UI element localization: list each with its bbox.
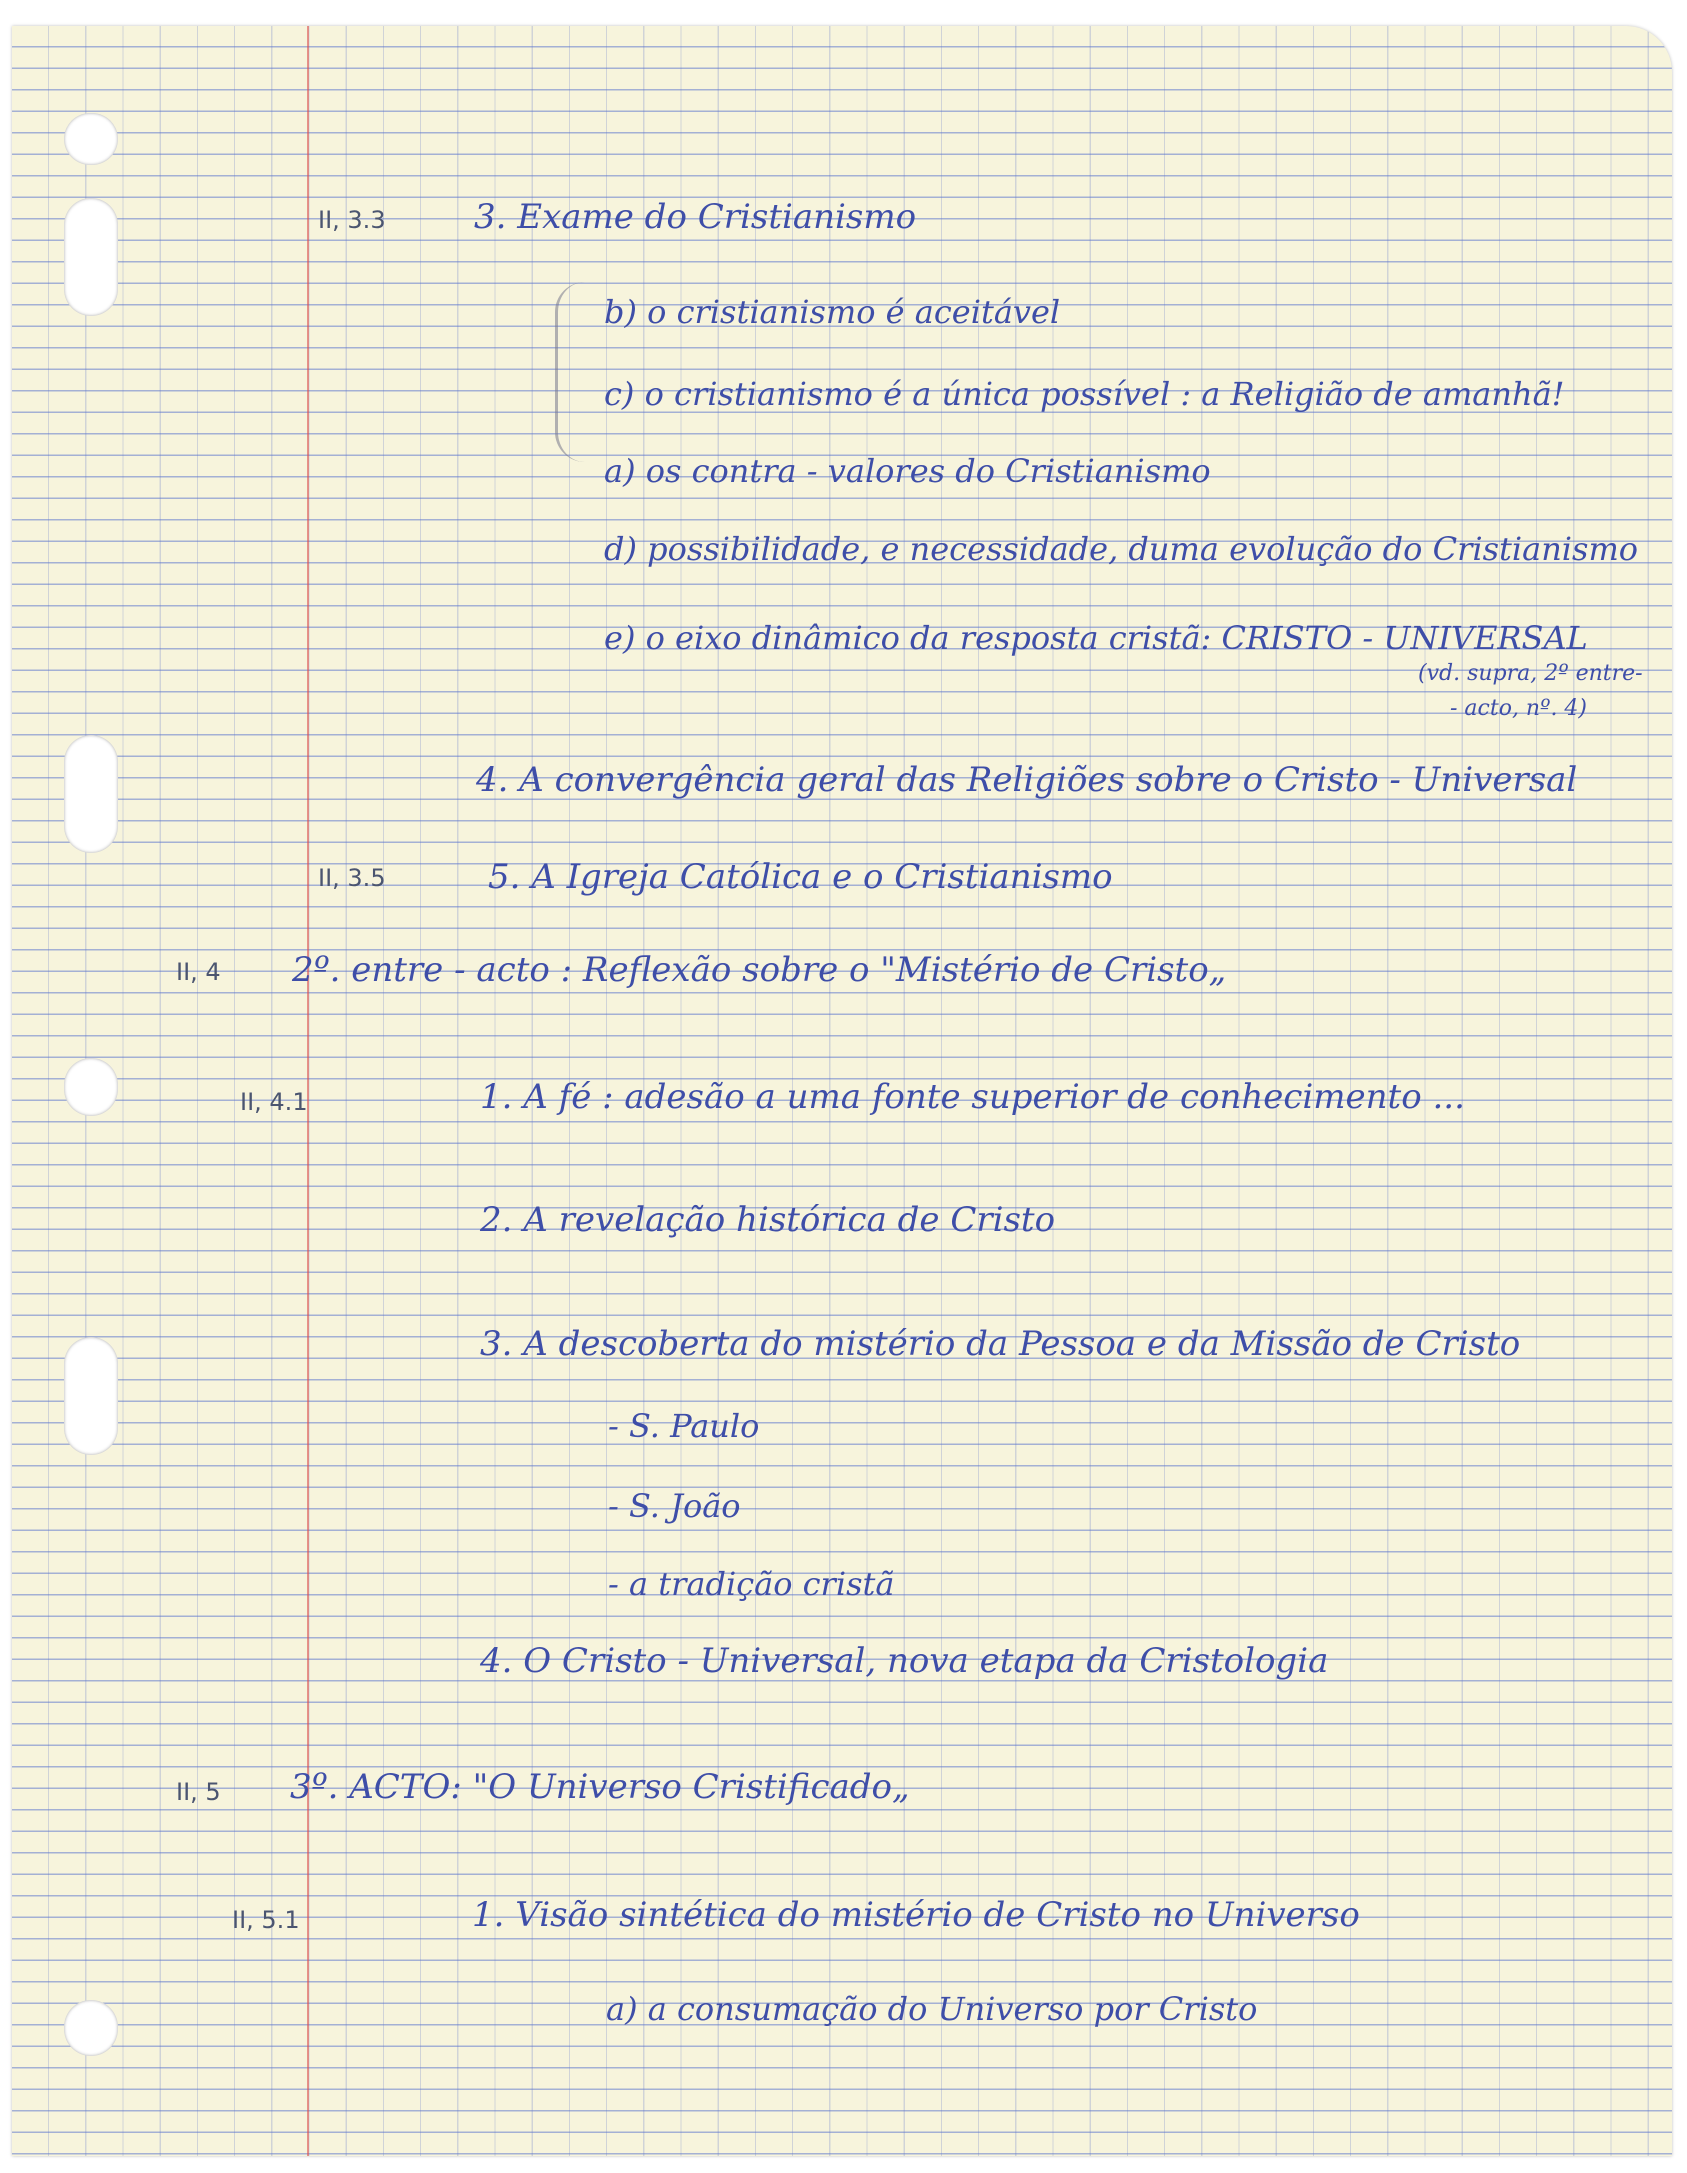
list-item: - a tradição cristã bbox=[608, 1565, 895, 1603]
punch-hole-5 bbox=[64, 1337, 118, 1455]
ref-label: II, 3.5 bbox=[318, 864, 386, 892]
heading-line: 1. Visão sintética do mistério de Cristo no Universo bbox=[472, 1895, 1360, 1935]
heading-line: 1. A fé : adesão a uma fonte superior de conhecimento ... bbox=[480, 1077, 1465, 1117]
section-heading: 3º. ACTO: "O Universo Cristificado„ bbox=[290, 1767, 910, 1807]
heading-line: 3. Exame do Cristianismo bbox=[474, 197, 917, 237]
heading-line: 4. A convergência geral das Religiões sobre o Cristo - Universal bbox=[476, 760, 1578, 800]
punch-hole-4 bbox=[64, 1058, 118, 1116]
list-item: b) o cristianismo é aceitável bbox=[604, 293, 1061, 331]
note-line: - acto, nº. 4) bbox=[1450, 696, 1588, 721]
ref-label: II, 5.1 bbox=[232, 1906, 300, 1934]
ref-label: II, 4.1 bbox=[240, 1088, 308, 1116]
punch-hole-3 bbox=[64, 735, 118, 853]
heading-line: 2. A revelação histórica de Cristo bbox=[480, 1200, 1056, 1240]
punch-hole-2 bbox=[64, 198, 118, 316]
list-item: a) a consumação do Universo por Cristo bbox=[606, 1990, 1258, 2028]
list-item: e) o eixo dinâmico da resposta cristã: CRISTO - UNIVERSAL bbox=[604, 619, 1588, 657]
list-item: a) os contra - valores do Cristianismo bbox=[604, 452, 1211, 490]
section-heading: 2º. entre - acto : Reflexão sobre o "Mistério de Cristo„ bbox=[292, 950, 1227, 990]
list-item: - S. João bbox=[608, 1487, 741, 1525]
ref-label: II, 4 bbox=[176, 958, 221, 986]
list-item: d) possibilidade, e necessidade, duma evolução do Cristianismo bbox=[604, 530, 1639, 568]
heading-line: 3. A descoberta do mistério da Pessoa e da Missão de Cristo bbox=[480, 1324, 1521, 1364]
list-item: - S. Paulo bbox=[608, 1407, 760, 1445]
reorder-bracket bbox=[555, 282, 598, 462]
punch-hole-6 bbox=[64, 2000, 118, 2056]
punch-hole-1 bbox=[64, 113, 118, 165]
list-item: c) o cristianismo é a única possível : a Religião de amanhã! bbox=[604, 375, 1565, 413]
heading-line: 5. A Igreja Católica e o Cristianismo bbox=[488, 857, 1113, 897]
ref-label: II, 3.3 bbox=[318, 206, 386, 234]
ref-label: II, 5 bbox=[176, 1778, 221, 1806]
note-line: (vd. supra, 2º entre- bbox=[1418, 661, 1643, 686]
heading-line: 4. O Cristo - Universal, nova etapa da Cristologia bbox=[480, 1641, 1329, 1681]
